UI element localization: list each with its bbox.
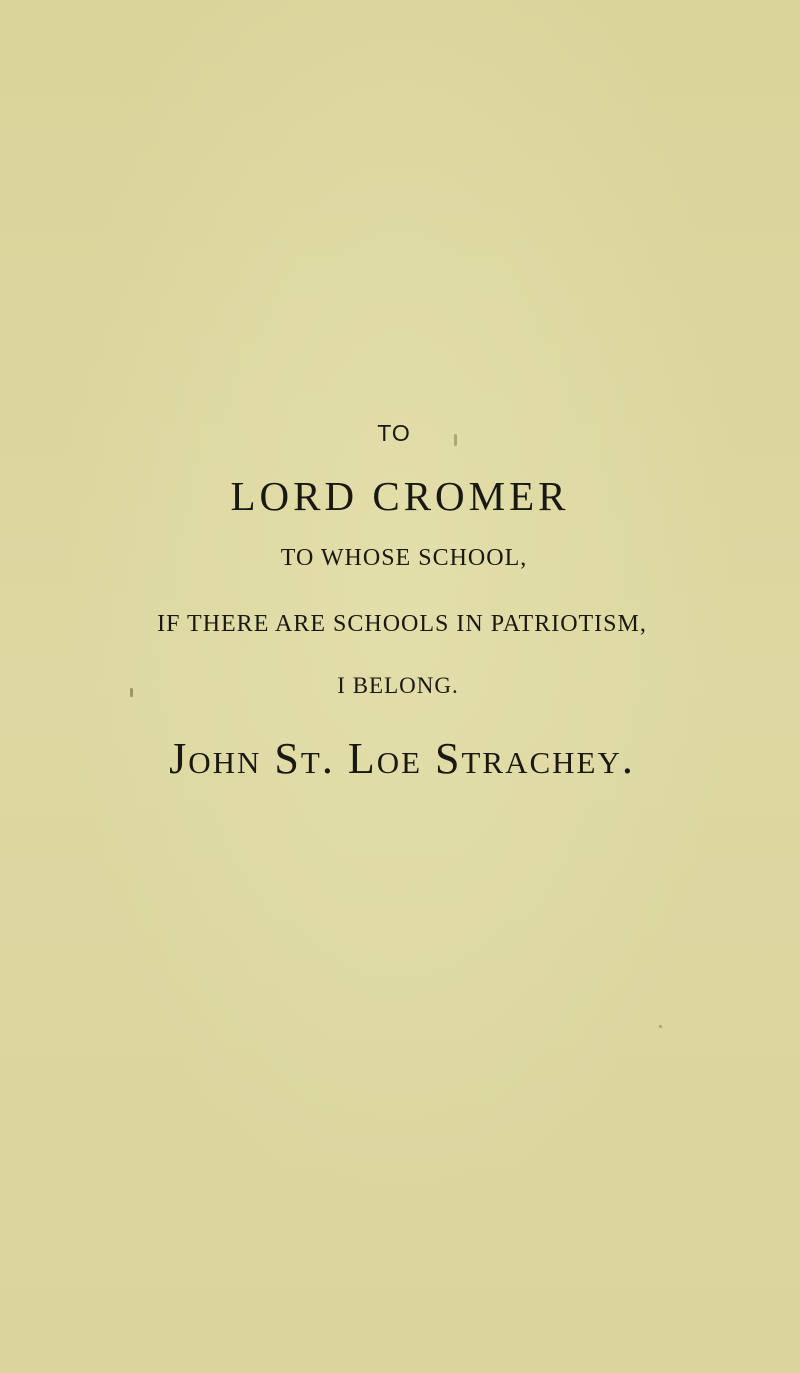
- paper-speck: [659, 1025, 662, 1028]
- dedicatee-name: LORD CROMER: [230, 473, 570, 519]
- dedication-to: TO: [377, 420, 411, 446]
- paper-speck: [130, 688, 133, 697]
- dedication-line-3: I BELONG.: [337, 673, 459, 698]
- dedication-line-1: TO WHOSE SCHOOL,: [280, 545, 528, 571]
- dedication-line-2: IF THERE ARE SCHOOLS IN PATRIOTISM,: [157, 611, 647, 637]
- paper-speck: [454, 434, 457, 446]
- author-signature: John St. Loe Strachey.: [169, 734, 635, 783]
